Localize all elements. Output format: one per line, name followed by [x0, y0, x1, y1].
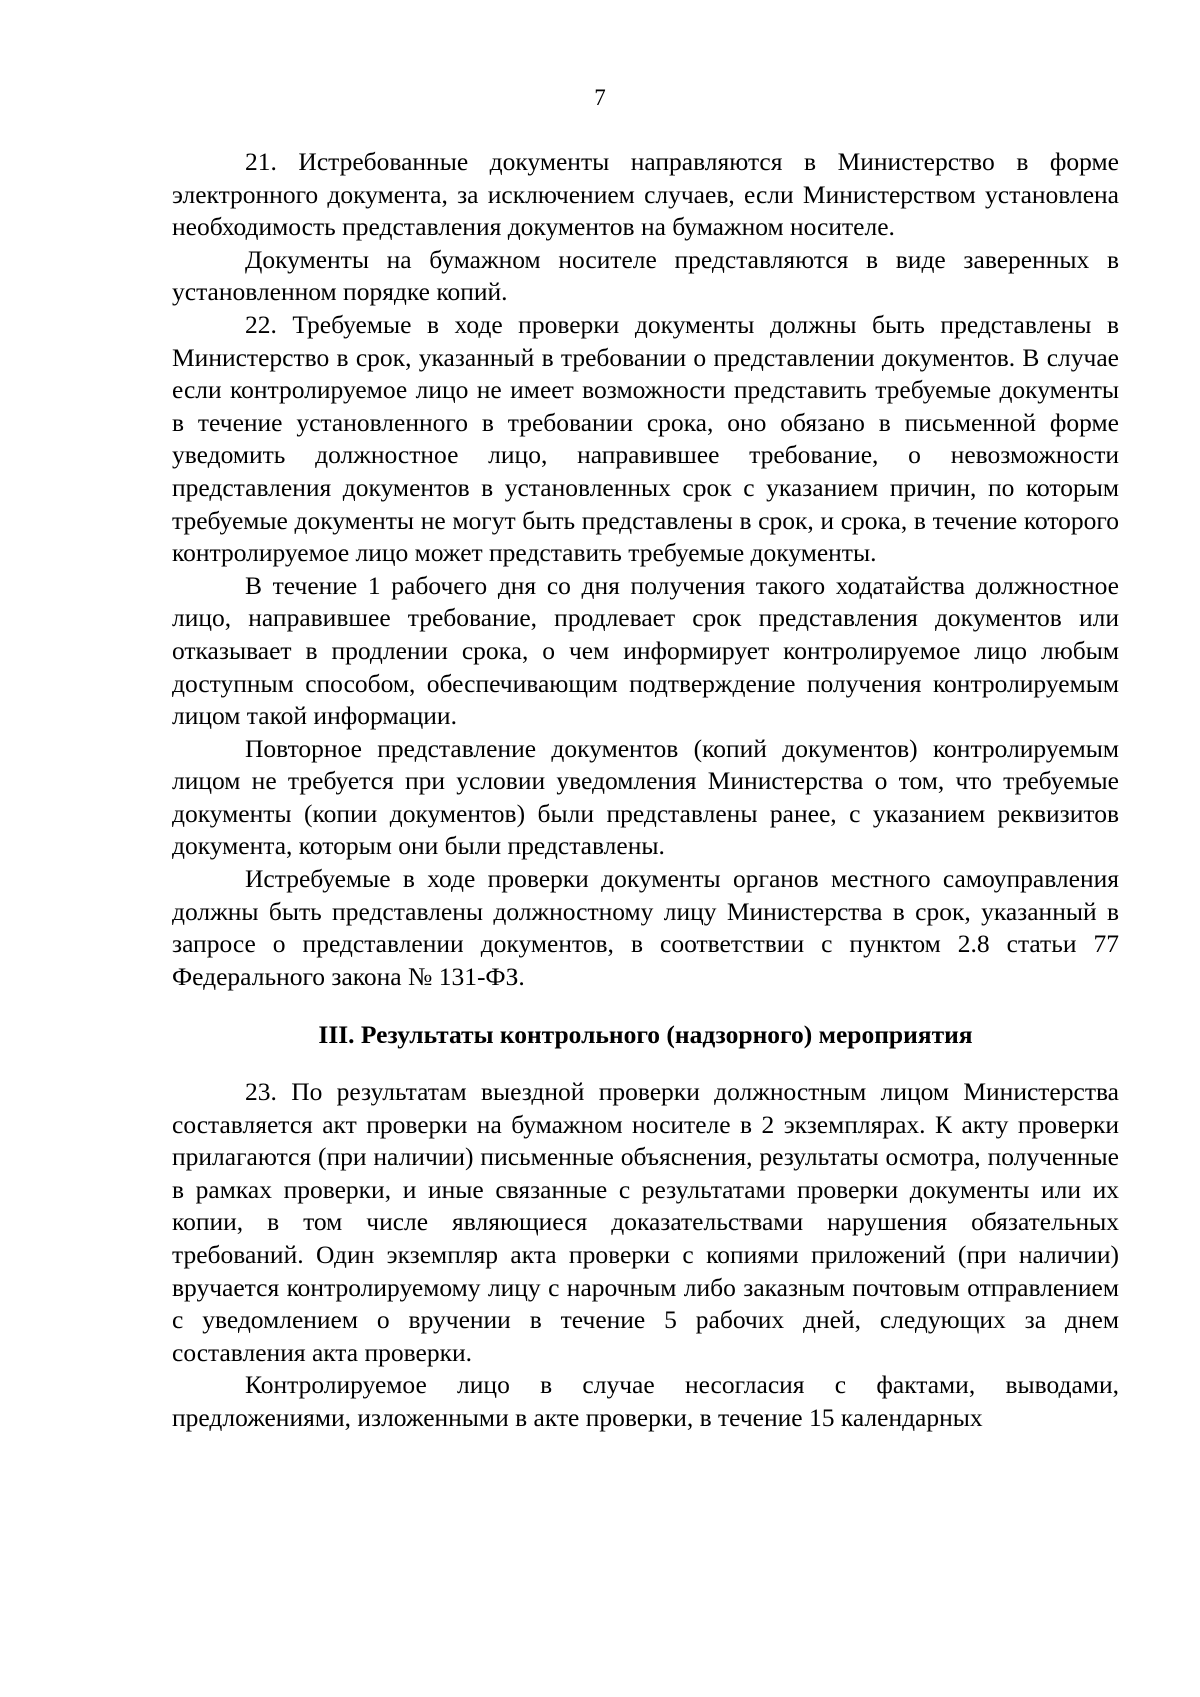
section-heading: III. Результаты контрольного (надзорного) мероприятия — [318, 1020, 973, 1050]
paragraph-extension-request: В течение 1 рабочего дня со дня получения такого ходатайства должностное лицо, направившее требование, продлевает срок представления документов или отказывает в продлении срока, о чем информирует контролируемое лицо любым доступным способом, обеспечивающим подтверждение получения контролируемым лицом такой информации. — [172, 570, 1119, 731]
paragraph-repeat-submission: Повторное представление документов (копий документов) контролируемым лицом не требуется при условии уведомления Министерства о том, что требуемые документы (копии документов) были представлены ранее, с указанием реквизитов документа, которым они были представлены. — [172, 733, 1119, 861]
paragraph-disagreement: Контролируемое лицо в случае несогласия с фактами, выводами, предложениями, изложенными в акте проверки, в течение 15 календарных — [172, 1370, 1119, 1432]
paragraph-paper-copies: Документы на бумажном носителе представляются в виде заверенных в установленном порядке копий. — [172, 244, 1119, 307]
paragraph-local-government-documents: Истребуемые в ходе проверки документы органов местного самоуправления должны быть представлены должностному лицу Министерства в срок, указанный в запросе о представлении документов, в соответствии с пунктом 2.8 статьи 77 Федерального закона № 131-ФЗ. — [172, 864, 1119, 991]
document-body — [172, 146, 1119, 1435]
page-number: 7 — [594, 85, 606, 110]
paragraph-23: 23. По результатам выездной проверки должностным лицом Министерства составляется акт проверки на бумажном носителе в 2 экземплярах. К акту проверки прилагаются (при наличии) письменные объяснения, результаты осмотра, полученные в рамках проверки, и иные связанные с результатами проверки документы или их копии, в том числе являющиеся доказательствами нарушения обязательных требований. Один экземпляр акта проверки с копиями приложений (при наличии) вручается контролируемому лицу с нарочным либо заказным почтовым отправлением с уведомлением о вручении в течение 5 рабочих дней, следующих за днем составления акта проверки. — [172, 1077, 1119, 1367]
paragraph-22: 22. Требуемые в ходе проверки документы должны быть представлены в Министерство в срок, указанный в требовании о представлении документов. В случае если контролируемое лицо не имеет возможности представить требуемые документы в течение установленного в требовании срока, оно обязано в письменной форме уведомить должностное лицо, направившее требование, о невозможности представления документов в установленных срок с указанием причин, по которым требуемые документы не могут быть представлены в срок, и срока, в течение которого контролируемое лицо может представить требуемые документы. — [172, 309, 1119, 568]
paragraph-21: 21. Истребованные документы направляются в Министерство в форме электронного документа, за исключением случаев, если Министерством установлена необходимость представления документов на бумажном носителе. — [172, 147, 1119, 242]
